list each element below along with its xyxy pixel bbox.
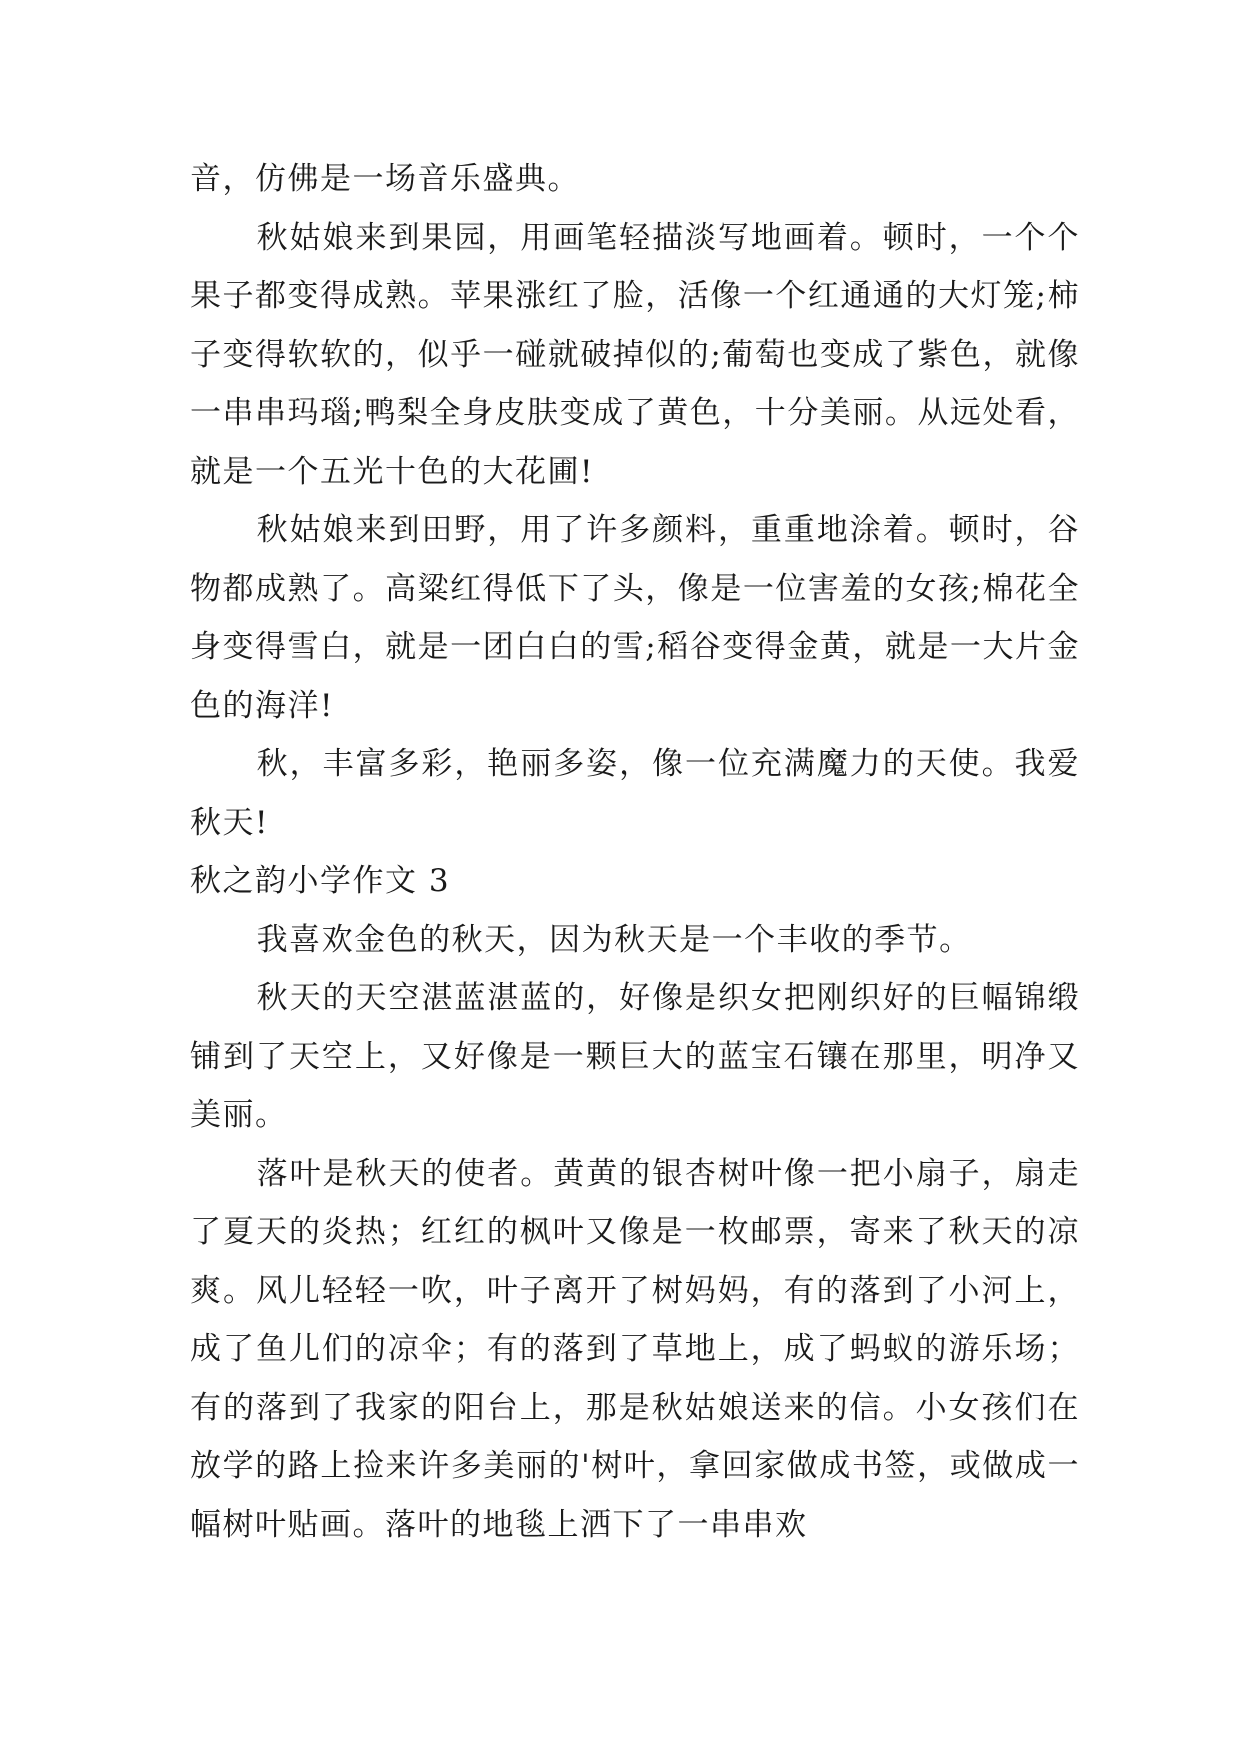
- paragraph-continuation: 音，仿佛是一场音乐盛典。: [190, 161, 580, 197]
- paragraph-leaves: 落叶是秋天的使者。黄黄的银杏树叶像一把小扇子，扇走了夏天的炎热；红红的枫叶又像是一枚邮票，寄来了秋天的凉爽。风儿轻轻一吹，叶子离开了树妈妈，有的落到了小河上，成了鱼儿们的凉伞；有的落到了草地上，成了蚂蚁的游乐场；有的落到了我家的阳台上，那是秋姑娘送来的信。小女孩们在放学的路上捡来许多美丽的'树叶，拿回家做成书签，或做成一幅树叶贴画。落叶的地毯上洒下了一串串欢: [190, 1155, 1080, 1543]
- paragraph-orchard: 秋姑娘来到果园，用画笔轻描淡写地画着。顿时，一个个果子都变得成熟。苹果涨红了脸，活像一个红通通的大灯笼;柿子变得软软的，似乎一碰就破掉似的;葡萄也变成了紫色，就像一串串玛瑙;鸭梨全身皮肤变成了黄色，十分美丽。从远处看，就是一个五光十色的大花圃!: [190, 219, 1080, 490]
- paragraph-conclusion: 秋，丰富多彩，艳丽多姿，像一位充满魔力的天使。我爱秋天!: [190, 746, 1080, 841]
- paragraph-intro: 我喜欢金色的秋天，因为秋天是一个丰收的季节。: [256, 921, 972, 958]
- essay-title: 秋之韵小学作文 3: [190, 863, 451, 899]
- paragraph-sky: 秋天的天空湛蓝湛蓝的，好像是织女把刚织好的巨幅锦缎铺到了天空上，又好像是一颗巨大的蓝宝石镶在那里，明净又美丽。: [190, 980, 1080, 1133]
- document-page: [190, 150, 1080, 1554]
- paragraph-fields: 秋姑娘来到田野，用了许多颜料，重重地涂着。顿时，谷物都成熟了。高粱红得低下了头，像是一位害羞的女孩;棉花全身变得雪白，就是一团白白的雪;稻谷变得金黄，就是一大片金色的海洋!: [190, 512, 1080, 724]
